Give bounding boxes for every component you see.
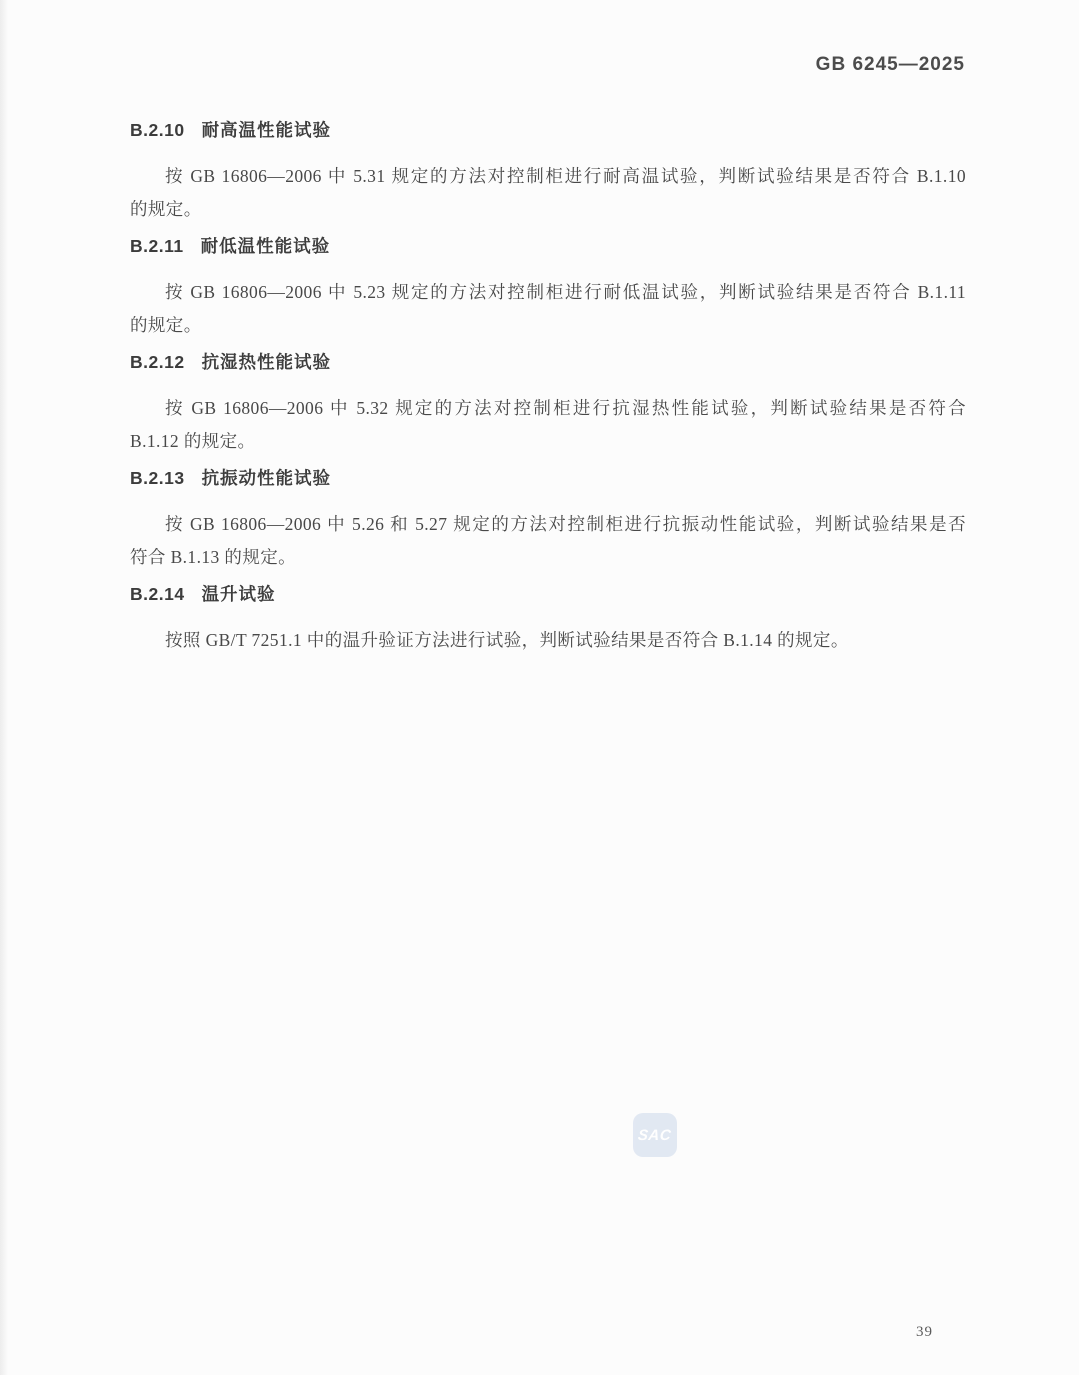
paragraph-line: 的规定。 — [130, 315, 202, 335]
section-title: 抗湿热性能试验 — [201, 352, 332, 372]
section-heading-b212 — [130, 350, 966, 374]
standard-code-header: GB 6245—2025 — [815, 54, 965, 75]
sac-watermark-logo: SAC — [637, 1126, 673, 1144]
page-number: 39 — [916, 1324, 933, 1340]
paragraph-line: 按 GB 16806—2006 中 5.31 规定的方法对控制柜进行耐高温试验，判断试验结果是否符合 B.1.10 — [165, 166, 966, 186]
paragraph-line: 的规定。 — [130, 199, 202, 219]
section-paragraph-b213 — [130, 508, 966, 574]
paragraph-line: 按 GB 16806—2006 中 5.23 规定的方法对控制柜进行耐低温试验，判断试验结果是否符合 B.1.11 — [165, 282, 966, 302]
section-paragraph-b211 — [130, 276, 966, 342]
section-number: B.2.11 — [130, 236, 184, 256]
paragraph-line: 按照 GB/T 7251.1 中的温升验证方法进行试验，判断试验结果是否符合 B.1.14 的规定。 — [165, 630, 849, 650]
section-number: B.2.12 — [130, 352, 185, 372]
paragraph-line: B.1.12 的规定。 — [130, 431, 256, 451]
section-heading-b211 — [130, 234, 966, 258]
document-body — [130, 118, 966, 665]
section-paragraph-b214 — [130, 624, 966, 657]
section-heading-b213 — [130, 466, 966, 490]
section-heading-b210 — [130, 118, 966, 142]
paragraph-line: 按 GB 16806—2006 中 5.26 和 5.27 规定的方法对控制柜进行抗振动性能试验，判断试验结果是否 — [165, 514, 966, 534]
section-heading-b214 — [130, 582, 966, 606]
sac-watermark — [633, 1113, 677, 1157]
section-title: 温升试验 — [201, 584, 276, 604]
section-number: B.2.10 — [130, 120, 185, 140]
section-number: B.2.13 — [130, 468, 185, 488]
section-number: B.2.14 — [130, 584, 185, 604]
section-paragraph-b212 — [130, 392, 966, 458]
scan-edge-shadow — [0, 0, 8, 1375]
paragraph-line: 按 GB 16806—2006 中 5.32 规定的方法对控制柜进行抗湿热性能试验，判断试验结果是否符合 — [165, 398, 966, 418]
paragraph-line: 符合 B.1.13 的规定。 — [130, 547, 297, 567]
section-title: 抗振动性能试验 — [201, 468, 332, 488]
section-paragraph-b210 — [130, 160, 966, 226]
section-title: 耐高温性能试验 — [201, 120, 332, 140]
section-title: 耐低温性能试验 — [200, 236, 331, 256]
